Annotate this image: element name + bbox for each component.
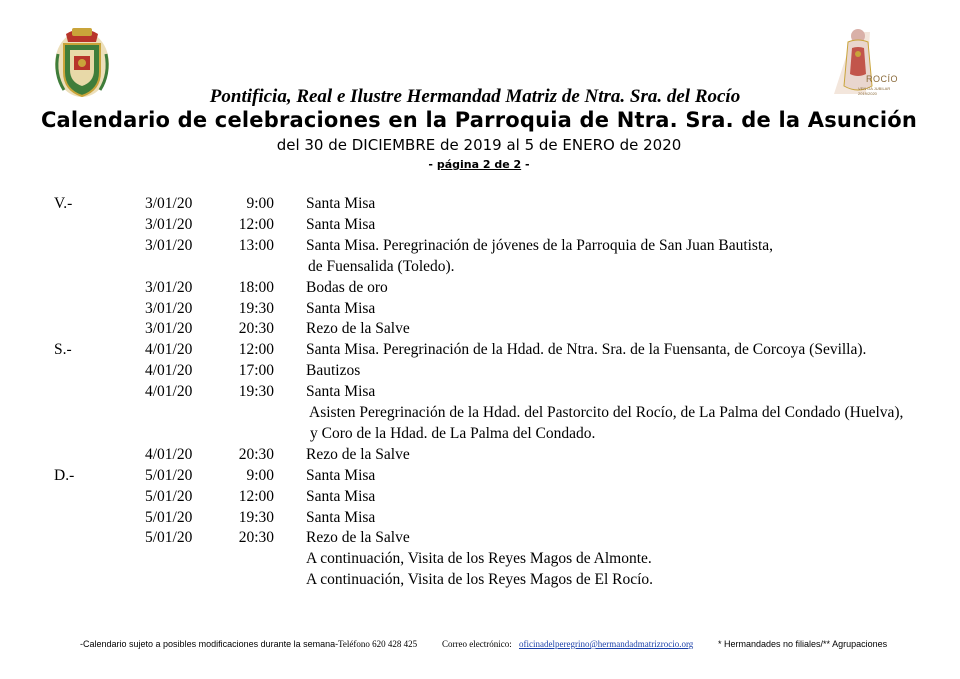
schedule-description: Santa Misa <box>306 299 376 317</box>
schedule-time: 12:00 <box>238 487 274 505</box>
schedule-time: 13:00 <box>238 236 274 254</box>
footer <box>0 636 960 652</box>
schedule-time: 9:00 <box>246 195 274 212</box>
schedule-description: Santa Misa. Peregrinación de jóvenes de la Parroquia de San Juan Bautista, <box>306 236 774 254</box>
footer-phone: Teléfono 620 428 425 <box>338 639 418 649</box>
schedule-description: Santa Misa <box>306 215 376 233</box>
schedule-date: 5/01/20 <box>145 508 193 526</box>
schedule-description: A continuación, Visita de los Reyes Magos de Almonte. <box>306 550 652 568</box>
footer-legend: * Hermandades no filiales/** Agrupaciones <box>718 639 888 649</box>
page-indicator-suffix: - <box>521 158 530 171</box>
schedule-row <box>0 381 960 402</box>
schedule-description: Bodas de oro <box>306 278 388 296</box>
schedule-time: 20:30 <box>238 445 274 463</box>
schedule-row <box>0 527 960 548</box>
schedule-date: 4/01/20 <box>145 445 193 463</box>
schedule-time: 17:00 <box>238 362 274 380</box>
schedule-row <box>0 318 960 339</box>
page-title: Calendario de celebraciones en la Parroquia de Ntra. Sra. de la Asunción <box>40 108 918 132</box>
schedule-time: 9:00 <box>246 466 274 484</box>
schedule-description: Rezo de la Salve <box>306 529 410 547</box>
schedule-description: Rezo de la Salve <box>306 445 410 463</box>
schedule-description: Santa Misa <box>306 383 376 401</box>
schedule-row <box>0 486 960 507</box>
date-range: del 30 de DICIEMBRE de 2019 al 5 de ENERO de 2020 <box>276 136 682 154</box>
schedule-date: 3/01/20 <box>145 195 193 212</box>
schedule-description: Bautizos <box>306 362 361 380</box>
schedule-row <box>0 256 960 277</box>
schedule-description: Santa Misa <box>306 508 376 526</box>
schedule-description: Santa Misa <box>306 466 376 484</box>
schedule-day: D.- <box>54 466 75 484</box>
footer-disclaimer: -Calendario sujeto a posibles modificaciones durante la semana- <box>80 639 339 649</box>
schedule-row <box>0 402 960 423</box>
schedule-time: 20:30 <box>238 320 274 338</box>
schedule-row <box>0 339 960 360</box>
page-indicator-prefix: - <box>428 158 437 171</box>
schedule-date: 3/01/20 <box>145 236 193 254</box>
schedule-date: 4/01/20 <box>145 383 193 401</box>
schedule-date: 3/01/20 <box>145 215 193 233</box>
schedule-time: 19:30 <box>238 383 274 401</box>
footer-email-label: Correo electrónico: <box>442 639 512 649</box>
schedule-date: 5/01/20 <box>145 466 193 484</box>
schedule-description: Santa Misa <box>306 487 376 505</box>
schedule-row <box>0 235 960 256</box>
schedule-day: S.- <box>54 341 72 359</box>
schedule-row <box>0 423 960 444</box>
jubilee-logo-text: ROCÍO <box>866 74 899 84</box>
schedule-time: 19:30 <box>238 299 274 317</box>
schedule-description: y Coro de la Hdad. de La Palma del Condado. <box>310 424 596 442</box>
schedule-row <box>0 298 960 319</box>
schedule-row <box>0 548 960 569</box>
schedule-time: 18:00 <box>238 278 274 296</box>
page-indicator <box>0 158 958 171</box>
schedule-row <box>0 444 960 465</box>
schedule-row <box>0 277 960 298</box>
schedule-description: Santa Misa. Peregrinación de la Hdad. de Ntra. Sra. de la Fuensanta, de Corcoya (Sevilla). <box>306 341 867 359</box>
schedule-description: Santa Misa <box>306 195 376 212</box>
schedule-date: 5/01/20 <box>145 529 193 547</box>
schedule-date: 3/01/20 <box>145 278 193 296</box>
schedule-time: 20:30 <box>238 529 274 547</box>
schedule-description: Rezo de la Salve <box>306 320 410 338</box>
schedule-date: 4/01/20 <box>145 362 193 380</box>
brotherhood-name: Pontificia, Real e Ilustre Hermandad Matriz de Ntra. Sra. del Rocío <box>209 86 741 107</box>
schedule-day: V.- <box>54 195 73 212</box>
jubilee-logo-subtitle: VEN DA JUBILAR 2019/2020 <box>858 86 891 96</box>
schedule-time: 19:30 <box>238 508 274 526</box>
schedule-description: Asisten Peregrinación de la Hdad. del Pastorcito del Rocío, de La Palma del Condado (Huelva), <box>309 404 904 421</box>
schedule-description: de Fuensalida (Toledo). <box>308 257 455 275</box>
schedule-row <box>0 193 960 214</box>
schedule-date: 3/01/20 <box>145 320 193 338</box>
schedule-time: 12:00 <box>238 341 274 359</box>
schedule-row <box>0 569 960 590</box>
schedule-row <box>0 507 960 528</box>
schedule-date: 5/01/20 <box>145 487 193 505</box>
footer-email-link[interactable]: oficinadelperegrino@hermandadmatrizrocio.org <box>519 639 694 649</box>
schedule-description: A continuación, Visita de los Reyes Magos de El Rocío. <box>306 571 654 589</box>
schedule-row <box>0 214 960 235</box>
schedule-date: 3/01/20 <box>145 299 193 317</box>
schedule-time: 12:00 <box>238 215 274 233</box>
schedule-row <box>0 360 960 381</box>
schedule-row <box>0 465 960 486</box>
schedule-date: 4/01/20 <box>145 341 193 359</box>
page-indicator-label: página 2 de 2 <box>436 158 522 171</box>
